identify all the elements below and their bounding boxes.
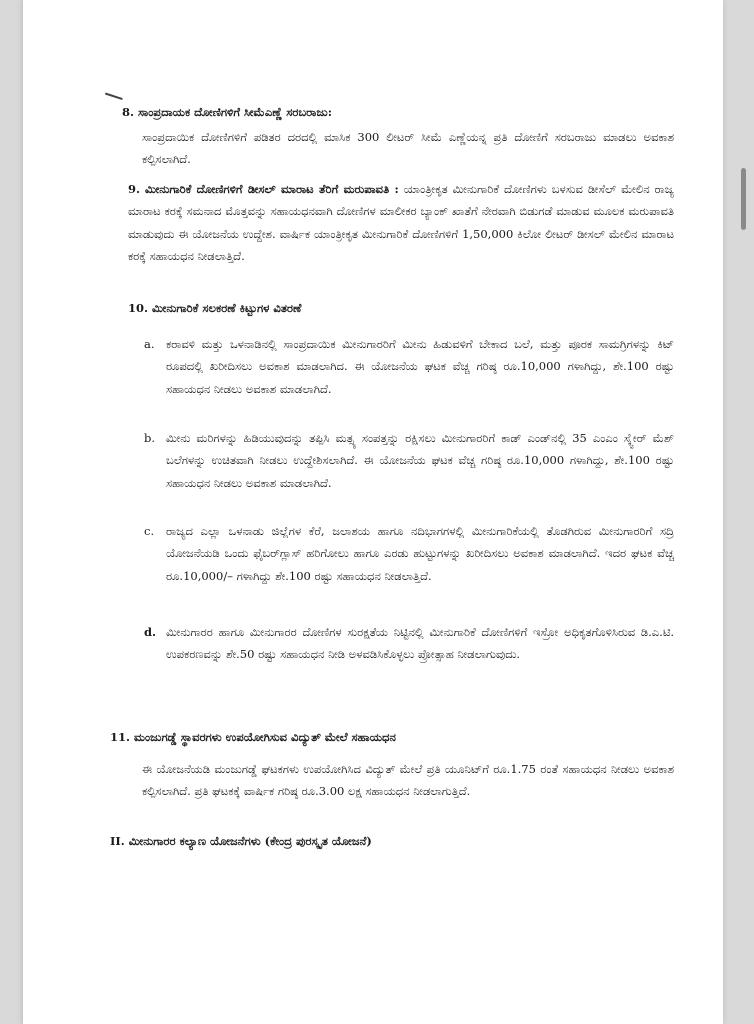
section-9-body: ಯಾಂತ್ರೀಕೃತ ಮೀನುಗಾರಿಕೆ ದೋಣಿಗಳು ಬಳಸುವ ಡೀಸೆಲ್ ಮೇಲಿನ ರಾಜ್ಯ ಮಾರಾಟ ಕರಕ್ಕೆ ಸಮನಾದ ಮೊತ್ತವನ್ನು ಸಹಾಯಧನವಾಗಿ ದೋಣಿಗಳ ಮಾಲೀಕರ ಬ್ಯಾಂಕ್ ಖಾತೆಗೆ ನೇರವಾಗಿ ಬಿಡುಗಡೆ ಮಾಡುವ ಮೂಲಕ ಮರುಪಾವತಿ ಮಾಡುವುದು ಈ ಯೋಜನೆಯ ಉದ್ದೇಶ. ವಾರ್ಷಿಕ ಯಾಂತ್ರೀಕೃತ ಮೀನುಗಾರಿಕೆ ದೋಣಿಗಳಿಗೆ 1,50,000 ಕಿಲೋ ಲೀಟರ್ ಡೀಸಲ್ ಮೇಲಿನ ಮಾರಾಟ ಕರಕ್ಕೆ ಸಹಾಯಧನ ನೀಡಲಾತ್ತಿದೆ. <box>128 182 675 263</box>
item-b-text: ಮೀನು ಮರಿಗಳನ್ನು ಹಿಡಿಯುವುದನ್ನು ತಪ್ಪಿಸಿ ಮತ್ಸ್ಯ ಸಂಪತ್ತನ್ನು ರಕ್ಷಿಸಲು ಮೀನುಗಾರರಿಗೆ ಕಾಡ್ ಎಂಡ್‌ನಲ್ಲಿ 35 ಎಂಎಂ ಸ್ಕ್ವೇರ್ ಮೆಶ್ ಬಲೆಗಳನ್ನು ಉಚಿತವಾಗಿ ನೀಡಲು ಉದ್ದೇಶಿಸಲಾಗಿದೆ. ಈ ಯೋಜನೆಯ ಘಟಕ ವೆಚ್ಚ ಗರಿಷ್ಠ ರೂ.10,000 ಗಳಾಗಿದ್ದು, ಶೇ.100 ರಷ್ಟು ಸಹಾಯಧನ ನೀಡಲು ಅವಕಾಶ ಮಾಡಲಾಗಿದೆ. <box>166 431 674 490</box>
section-8-body: ಸಾಂಪ್ರದಾಯಿಕ ದೋಣಿಗಳಿಗೆ ಪಡಿತರ ದರದಲ್ಲಿ ಮಾಸಿಕ 300 ಲೀಟರ್ ಸೀಮೆ ಎಣ್ಣೆಯನ್ನ ಪ್ರತಿ ದೋಣಿಗೆ ಸರಬರಾಜು ಮಾಡಲು ಅವಕಾಶ ಕಲ್ಪಿಸಲಾಗಿದೆ. <box>142 130 674 167</box>
section-10-heading <box>128 297 668 319</box>
section-ii-title: ಮೀನುಗಾರರ ಕಲ್ಯಾಣ ಯೋಜನೆಗಳು (ಕೇಂದ್ರ ಪುರಸ್ಕೃತ ಯೋಜನೆ) <box>128 834 372 848</box>
section-9-number: 9. <box>128 182 141 196</box>
section-8-number: 8. <box>122 105 135 119</box>
item-c-text: ರಾಜ್ಯದ ಎಲ್ಲಾ ಒಳನಾಡು ಜಿಲ್ಲೆಗಳ ಕೆರೆ, ಜಲಾಶಯ ಹಾಗೂ ನದಿಭಾಗಗಳಲ್ಲಿ ಮೀನುಗಾರಿಕೆಯಲ್ಲಿ ತೊಡಗಿರುವ ಮೀನುಗಾರರಿಗೆ ಸದ್ರಿ ಯೋಜನೆಯಡಿ ಒಂದು ಫೈಬರ್‌ಗ್ಲಾಸ್ ಹರಿಗೋಲು ಹಾಗೂ ಎರಡು ಹುಟ್ಟುಗಳನ್ನು ಖರೀದಿಸಲು ಅವಕಾಶ ಮಾಡಲಾಗಿದೆ. ಇದರ ಘಟಕ ವೆಚ್ಚ ರೂ.10,000/– ಗಳಾಗಿದ್ದು ಶೇ.100 ರಷ್ಟು ಸಹಾಯಧನ ನೀಡಲಾತ್ತಿದೆ. <box>166 524 674 583</box>
section-9-title: ಮೀನುಗಾರಿಕೆ ದೋಣಿಗಳಿಗೆ ಡೀಸಲ್ ಮಾರಾಟ ತೆರಿಗೆ ಮರುಪಾವತಿ : <box>145 182 399 196</box>
item-b-mark: b. <box>144 431 156 445</box>
section-11-title: ಮಂಜುಗಡ್ಡೆ ಸ್ಥಾವರಗಳು ಉಪಯೋಗಿಸುವ ವಿದ್ಯುತ್ ಮೇಲೆ ಸಹಾಯಧನ <box>134 730 396 744</box>
item-d-text: ಮೀನುಗಾರರ ಹಾಗೂ ಮೀನುಗಾರರ ದೋಣಿಗಳ ಸುರಕ್ಷತೆಯ ನಿಟ್ಟಿನಲ್ಲಿ ಮೀನುಗಾರಿಕೆ ದೋಣಿಗಳಿಗೆ ಇಸ್ರೋ ಅಧಿಕೃತಗೊಳಿಸಿರುವ ಡಿ.ಎ.ಟಿ. ಉಪಕರಣವನ್ನು ಶೇ.50 ರಷ್ಟು ಸಹಾಯಧನ ನೀಡಿ ಅಳವಡಿಸಿಕೊಳ್ಳಲು ಪ್ರೋತ್ಸಾಹ ನೀಡಲಾಗುವುದು. <box>166 625 674 662</box>
section-9-paragraph <box>128 178 674 267</box>
section-ii-heading <box>110 830 670 852</box>
section-11-number: 11. <box>110 730 131 744</box>
section-8-heading <box>122 101 662 123</box>
pen-mark-icon <box>101 93 122 112</box>
item-c-mark: c. <box>144 524 155 538</box>
document-page <box>22 0 723 1024</box>
section-ii-number: II. <box>110 834 125 848</box>
section-11-heading <box>110 726 670 748</box>
item-a-mark: a. <box>144 337 155 351</box>
vertical-scrollbar[interactable] <box>741 168 746 230</box>
section-10-number: 10. <box>128 301 149 315</box>
item-d-mark: d. <box>144 625 157 639</box>
section-11-body: ಈ ಯೋಜನೆಯಡಿ ಮಂಜುಗಡ್ಡೆ ಘಟಕಗಳು ಉಪಯೋಗಿಸಿದ ವಿದ್ಯುತ್ ಮೇಲೆ ಪ್ರತಿ ಯೂನಿಟ್‌ಗೆ ರೂ.1.75 ರಂತೆ ಸಹಾಯಧನ ನೀಡಲು ಅವಕಾಶ ಕಲ್ಪಿಸಲಾಗಿದೆ. ಪ್ರತಿ ಘಟಕಕ್ಕೆ ವಾರ್ಷಿಕ ಗರಿಷ್ಠ ರೂ.3.00 ಲಕ್ಷ ಸಹಾಯಧನ ನೀಡಲಾಗುತ್ತಿದೆ. <box>142 762 674 799</box>
document-body <box>23 0 723 1024</box>
section-8-title: ಸಾಂಪ್ರದಾಯಕ ದೋಣಿಗಳಿಗೆ ಸೀಮೆಎಣ್ಣೆ ಸರಬರಾಜು: <box>138 105 332 119</box>
section-10-title: ಮೀನುಗಾರಿಕೆ ಸಲಕರಣೆ ಕಿಟ್ಟುಗಳ ವಿತರಣೆ <box>152 301 302 315</box>
item-a-text: ಕರಾವಳಿ ಮತ್ತು ಒಳನಾಡಿನಲ್ಲಿ ಸಾಂಪ್ರದಾಯಿಕ ಮೀನುಗಾರರಿಗೆ ಮೀನು ಹಿಡುವಳಿಗೆ ಬೇಕಾದ ಬಲೆ, ಮತ್ತು ಪೂರಕ ಸಾಮಗ್ರಿಗಳನ್ನು ಕಿಟ್ ರೂಪದಲ್ಲಿ ಖರೀದಿಸಲು ಅವಕಾಶ ಮಾಡಲಾಗಿದ. ಈ ಯೋಜನೆಯ ಘಟಕ ವೆಚ್ಚ ಗರಿಷ್ಠ ರೂ.10,000 ಗಳಾಗಿದ್ದು, ಶೇ.100 ರಷ್ಟು ಸಹಾಯಧನ ನೀಡಲು ಅವಕಾಶ ಮಾಡಲಾಗಿದೆ. <box>166 337 674 396</box>
